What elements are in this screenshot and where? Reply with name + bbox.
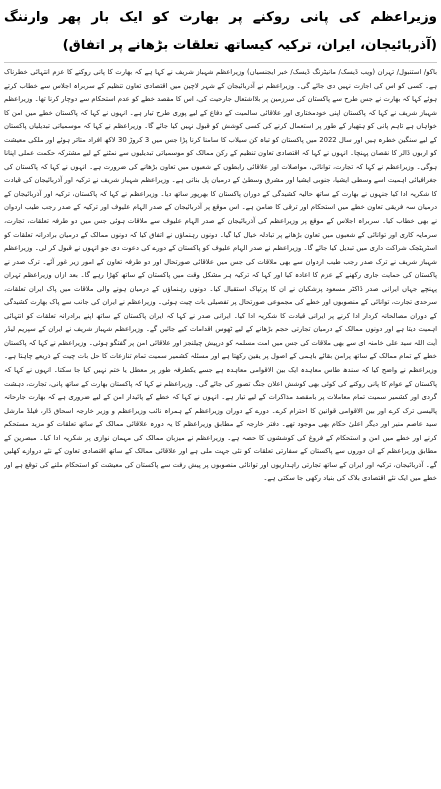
news-clipping [4, 4, 437, 785]
headline: وزیراعظم کی پانی روکنے پر بھارت کو ایک بار پھر وارننگ (آذربائیجان، ایران، ترکیہ کیساتھ تعلقات بڑھانے پر اتفاق) [4, 10, 437, 53]
article-body: باکو/ استنبول/ تہران (ویب ڈیسک/ مانیٹرنگ ڈیسک/ خبر ایجنسیاں) وزیراعظم شہباز شریف نے کہا ہے کہ بھارت کا پانی روکنے کا عزم انتہائی خطرناک ہے۔ کسی کو اس کی اجازت نہیں دی جائے گی۔ وزیراعظم نے آذربائیجان کے شہر لاچین میں اقتصادی تعاون تنظیم کے سربراہ اجلاس سے خطاب کرتے ہوئے کہا کہ بھارت نے جس طرح سے پاکستان کی سرزمین پر بلااشتعال جارحیت کی، اس کا مقصد خطے کو عدم استحکام سے دوچار کرنا تھا۔ وزیراعظم شہباز شریف نے کہا کہ پاکستان اپنی خودمختاری اور علاقائی سالمیت کے دفاع کے لیے پوری طرح تیار ہے۔ انہوں نے کہا کہ پاکستان خطے میں امن کا خواہاں ہے تاہم پانی کو ہتھیار کے طور پر استعمال کرنے کی کسی کوشش کو قبول نہیں کیا جائے گا۔ وزیراعظم نے کہا کہ موسمیاتی تبدیلیاں پاکستان کے لیے سنگین خطرہ ہیں اور سال 2022 میں پاکستان کو تباہ کن سیلاب کا سامنا کرنا پڑا جس میں 3 کروڑ 30 لاکھ افراد متاثر ہوئے اور ملکی معیشت کو اربوں ڈالر کا نقصان پہنچا۔ انہوں نے کہا کہ اقتصادی تعاون تنظیم کے رکن ممالک کو موسمیاتی تبدیلیوں سے نمٹنے کے لیے مشترکہ حکمت عملی اپنانا ہوگی۔ وزیراعظم نے کہا کہ تجارت، توانائی، مواصلات اور علاقائی رابطوں کے شعبوں میں تعاون بڑھانے کی ضرورت ہے۔ انہوں نے کہا کہ پاکستان کی جغرافیائی اہمیت اسے وسطی ایشیا، جنوبی ایشیا اور مشرق وسطیٰ کے درمیان پل بناتی ہے۔ وزیراعظم شہباز شریف نے ترکیہ اور آذربائیجان کی قیادت کا شکریہ ادا کیا جنہوں نے بھارت کے ساتھ حالیہ کشیدگی کے دوران پاکستان کا بھرپور ساتھ دیا۔ وزیراعظم نے کہا کہ پاکستان، ترکیہ اور آذربائیجان کے درمیان سہ فریقی تعاون خطے میں استحکام اور ترقی کا ضامن ہے۔ اس موقع پر آذربائیجان کے صدر الہام علیوف اور ترکیہ کے صدر رجب طیب اردوان نے بھی خطاب کیا۔ سربراہ اجلاس کے موقع پر وزیراعظم کی آذربائیجان کے صدر الہام علیوف سے ملاقات ہوئی جس میں دو طرفہ تعلقات، تجارت، سرمایہ کاری اور توانائی کے شعبوں میں تعاون بڑھانے پر تبادلہ خیال کیا گیا۔ دونوں رہنماؤں نے اتفاق کیا کہ دونوں ممالک کے درمیان برادرانہ تعلقات کو اسٹریٹجک شراکت داری میں تبدیل کیا جائے گا۔ وزیراعظم نے صدر الہام علیوف کو پاکستان کے دورے کی دعوت دی جو انہوں نے قبول کر لی۔ وزیراعظم شہباز شریف نے ترک صدر رجب طیب اردوان سے بھی ملاقات کی جس میں علاقائی صورتحال اور دو طرفہ تعاون کے امور زیر غور آئے۔ ترک صدر نے پاکستان کی حمایت جاری رکھنے کے عزم کا اعادہ کیا اور کہا کہ ترکیہ ہر مشکل وقت میں پاکستان کے ساتھ کھڑا رہے گا۔ بعد ازاں وزیراعظم تہران پہنچے جہاں ایرانی صدر ڈاکٹر مسعود پزشکیان نے ان کا پرتپاک استقبال کیا۔ دونوں رہنماؤں کے درمیان ہونے والی ملاقات میں پاک ایران تعلقات، سرحدی تجارت، توانائی کے منصوبوں اور خطے کی مجموعی صورتحال پر تفصیلی بات چیت ہوئی۔ وزیراعظم نے ایران کی جانب سے پاک بھارت کشیدگی کے دوران مصالحانہ کردار ادا کرنے پر ایرانی قیادت کا شکریہ ادا کیا۔ ایرانی صدر نے کہا کہ ایران پاکستان کے ساتھ اپنے برادرانہ تعلقات کو انتہائی اہمیت دیتا ہے اور دونوں ممالک کے درمیان تجارتی حجم بڑھانے کے لیے ٹھوس اقدامات کیے جائیں گے۔ وزیراعظم شہباز شریف نے ایران کے سپریم لیڈر آیت اللہ سید علی خامنہ ای سے بھی ملاقات کی جس میں امت مسلمہ کو درپیش چیلنجز اور علاقائی امن پر گفتگو ہوئی۔ وزیراعظم نے کہا کہ پاکستان خطے کے تمام ممالک کے ساتھ پرامن بقائے باہمی کے اصول پر یقین رکھتا ہے اور مسئلہ کشمیر سمیت تمام تنازعات کا حل بات چیت کے ذریعے چاہتا ہے۔ وزیراعظم نے واضح کیا کہ سندھ طاس معاہدہ ایک بین الاقوامی معاہدہ ہے جسے یکطرفہ طور پر معطل یا ختم نہیں کیا جا سکتا۔ انہوں نے کہا کہ پاکستان کے عوام کا پانی روکنے کی کوئی بھی کوشش اعلان جنگ تصور کی جائے گی۔ وزیراعظم نے کہا کہ پاکستان بھارت کے ساتھ پانی، تجارت، دہشت گردی اور کشمیر سمیت تمام معاملات پر بامقصد مذاکرات کے لیے تیار ہے۔ انہوں نے کہا کہ خطے کے پائیدار امن کے لیے ضروری ہے کہ بھارت جارحانہ پالیسی ترک کرے اور بین الاقوامی قوانین کا احترام کرے۔ دورے کے دوران وزیراعظم کے ہمراہ نائب وزیراعظم و وزیر خارجہ اسحاق ڈار، فیلڈ مارشل سید عاصم منیر اور دیگر اعلیٰ حکام بھی موجود تھے۔ دفتر خارجہ کے مطابق وزیراعظم کا یہ دورہ علاقائی ممالک کے ساتھ تعلقات کو مزید مستحکم کرنے اور خطے میں امن و استحکام کے فروغ کی کوششوں کا حصہ ہے۔ وزیراعظم نے میزبان ممالک کی مہمان نوازی پر شکریہ ادا کیا۔ مبصرین کے مطابق وزیراعظم کے ان دوروں سے پاکستان کے سفارتی تعلقات کو نئی جہت ملی ہے اور علاقائی ممالک کے ساتھ اقتصادی تعاون کے نئے دروازے کھلیں گے۔ آذربائیجان، ترکیہ اور ایران کے ساتھ تجارتی راہداریوں اور توانائی منصوبوں پر پیش رفت سے پاکستان کی معیشت کو استحکام ملنے کی توقع ہے اور خطے میں ایک نئے اقتصادی بلاک کی بنیاد رکھی جا سکتی ہے۔ [4, 68, 437, 483]
headline-divider [4, 62, 437, 63]
